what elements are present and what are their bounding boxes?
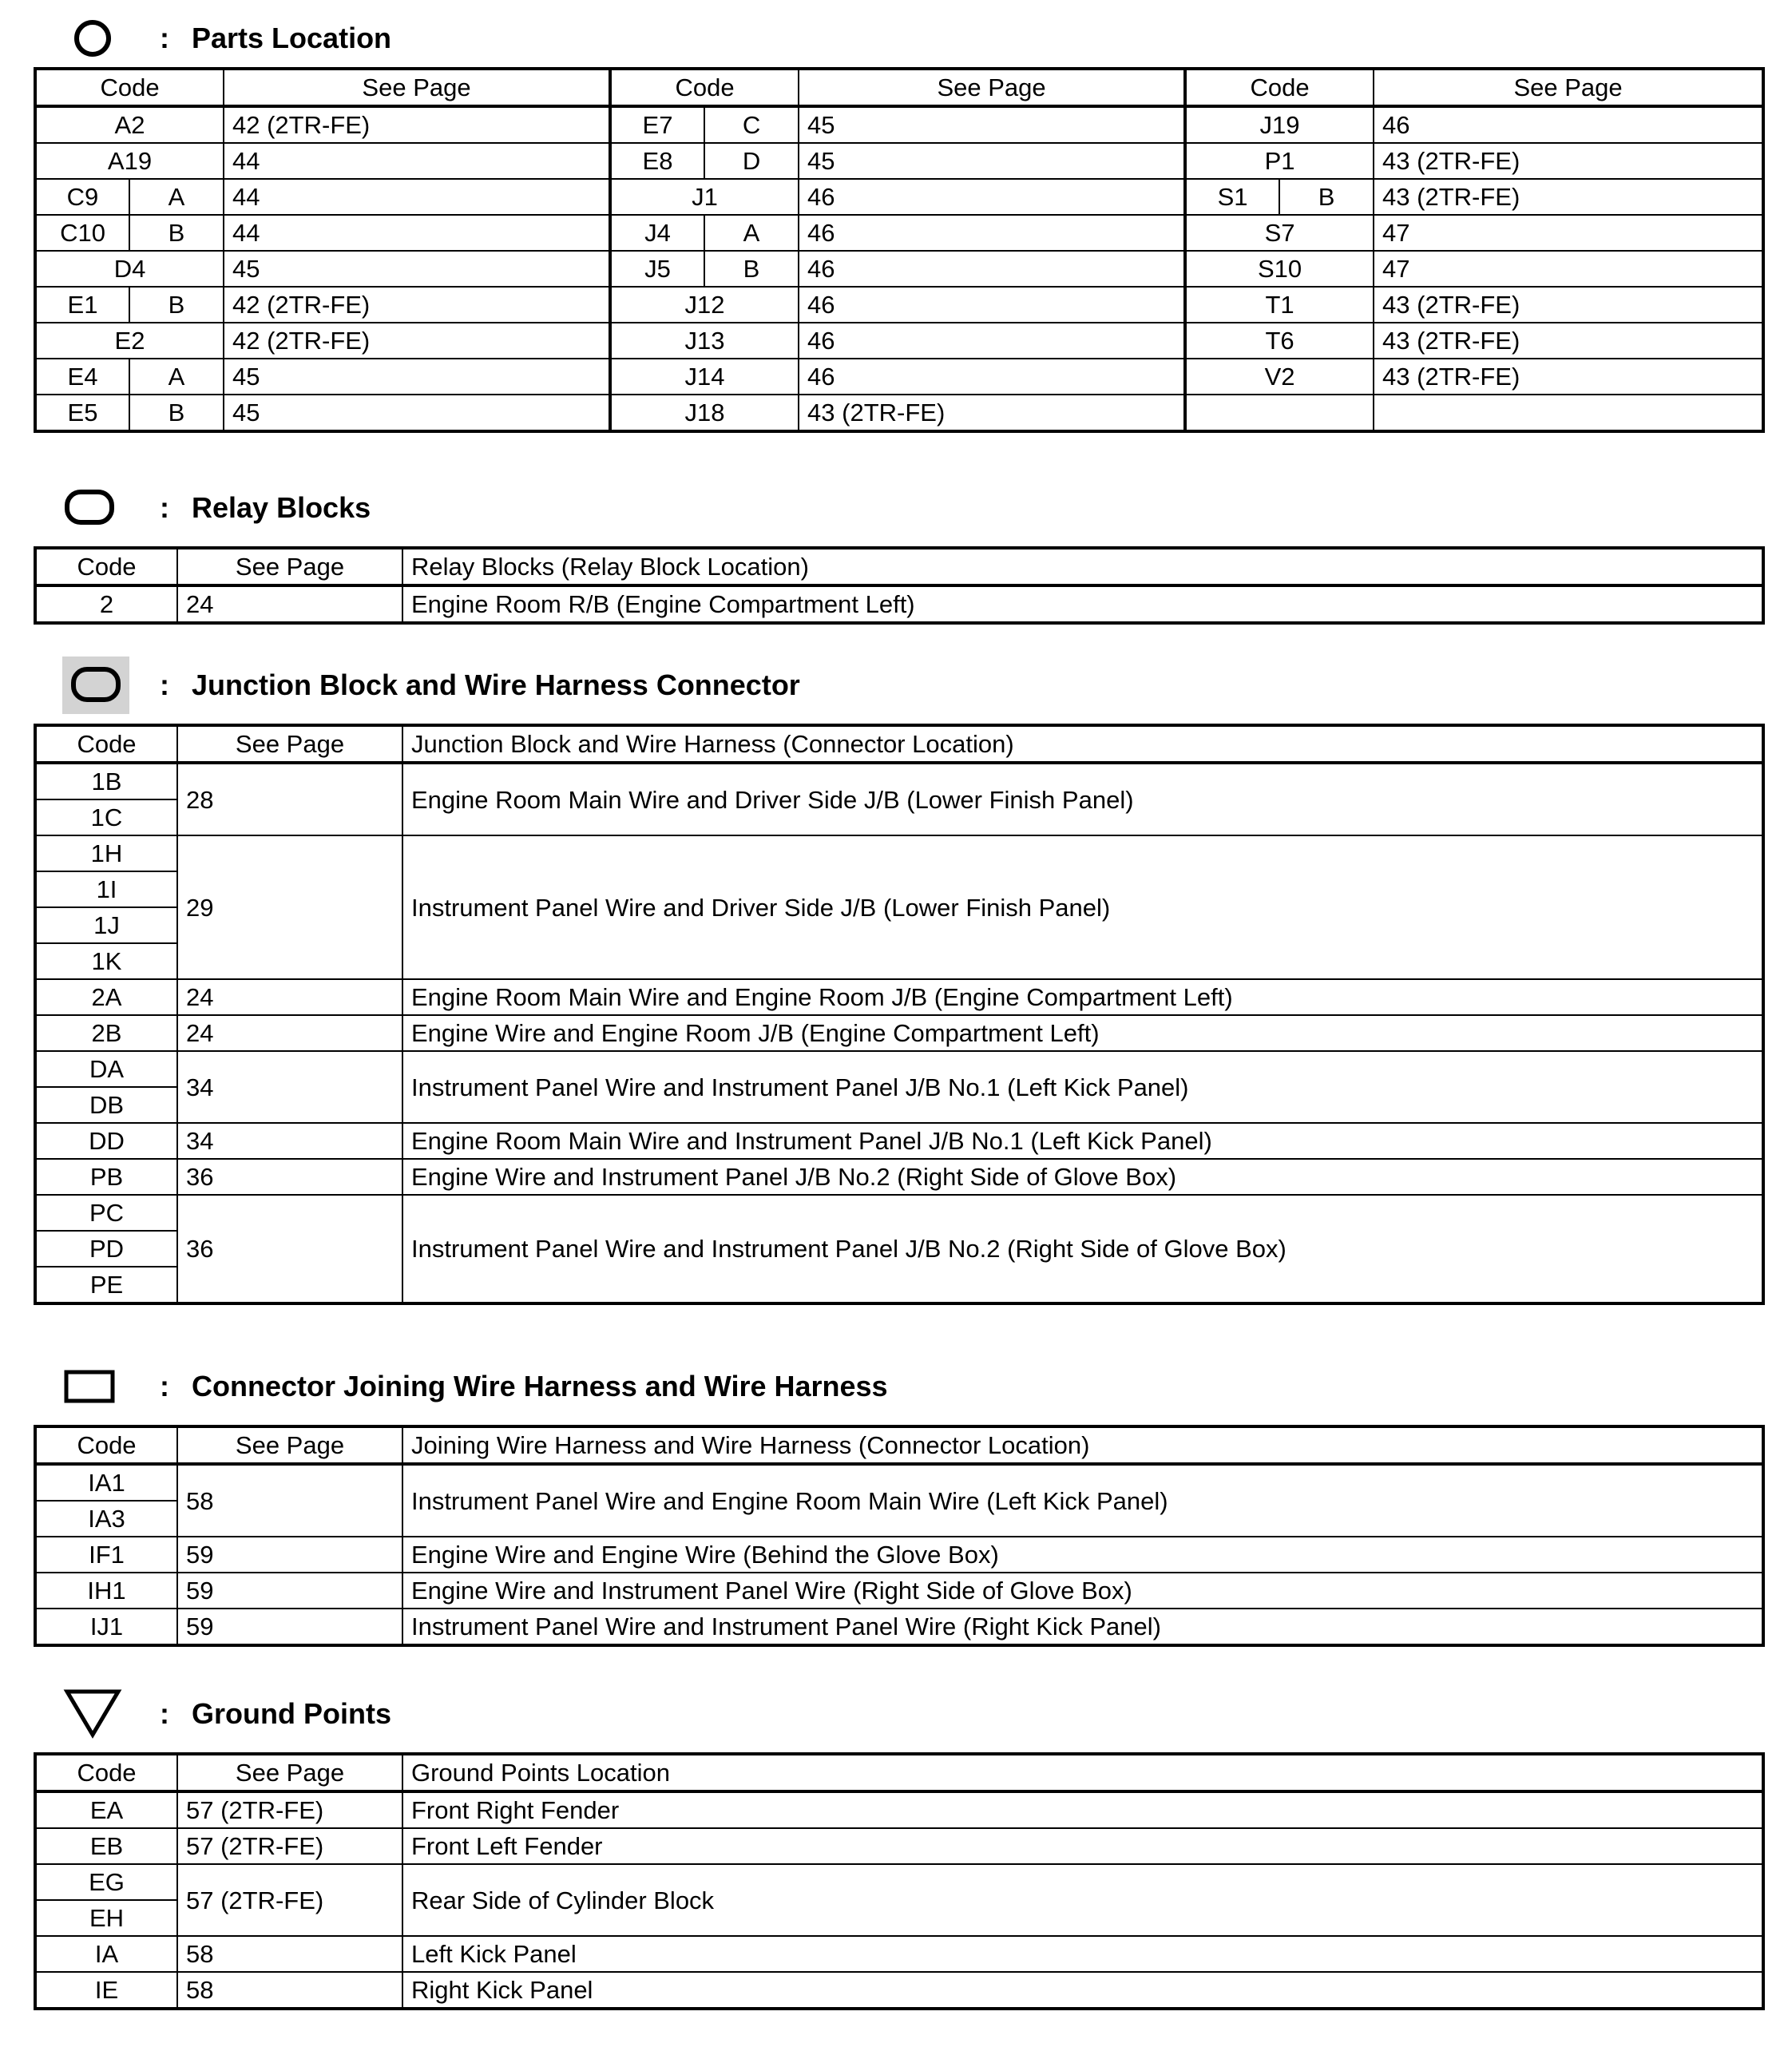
section-title: Ground Points bbox=[192, 1697, 391, 1730]
see-page-cell: 57 (2TR-FE) bbox=[177, 1791, 402, 1828]
header-see-page: See Page bbox=[177, 1426, 402, 1464]
see-page-cell: 29 bbox=[177, 835, 402, 979]
description-cell: Engine Room Main Wire and Engine Room J/B (Engine Compartment Left) bbox=[402, 979, 1763, 1015]
description-cell: Instrument Panel Wire and Engine Room Main Wire (Left Kick Panel) bbox=[402, 1464, 1763, 1537]
see-page-cell: 46 bbox=[1374, 106, 1763, 143]
see-page-cell: 43 (2TR-FE) bbox=[1374, 143, 1763, 179]
see-page-cell: 57 (2TR-FE) bbox=[177, 1864, 402, 1936]
section-title: Parts Location bbox=[192, 22, 392, 54]
description-cell: Right Kick Panel bbox=[402, 1972, 1763, 2009]
table-row bbox=[35, 1791, 1763, 1828]
see-page-cell: 46 bbox=[799, 287, 1185, 323]
code-cell: A2 bbox=[35, 106, 224, 143]
table-row bbox=[35, 585, 1763, 623]
see-page-cell: 46 bbox=[799, 215, 1185, 251]
see-page-cell: 44 bbox=[224, 215, 610, 251]
description-cell: Engine Room Main Wire and Instrument Panel J/B No.1 (Left Kick Panel) bbox=[402, 1123, 1763, 1159]
sub-code-cell: B bbox=[1279, 179, 1374, 215]
table-row bbox=[35, 1573, 1763, 1609]
rectangle-symbol-icon bbox=[62, 1364, 118, 1409]
code-cell: A19 bbox=[35, 143, 224, 179]
code-cell: IJ1 bbox=[35, 1609, 177, 1645]
sub-code-cell: A bbox=[129, 179, 224, 215]
code-cell: 2A bbox=[35, 979, 177, 1015]
code-cell: PD bbox=[35, 1231, 177, 1267]
see-page-cell: 43 (2TR-FE) bbox=[1374, 359, 1763, 395]
sub-code-cell: A bbox=[129, 359, 224, 395]
sub-code-cell: A bbox=[704, 215, 799, 251]
code-cell: IA bbox=[35, 1936, 177, 1972]
see-page-cell: 45 bbox=[224, 395, 610, 431]
table-row bbox=[35, 395, 1763, 431]
see-page-cell: 45 bbox=[799, 143, 1185, 179]
see-page-cell: 42 (2TR-FE) bbox=[224, 106, 610, 143]
description-cell: Instrument Panel Wire and Instrument Panel J/B No.2 (Right Side of Glove Box) bbox=[402, 1195, 1763, 1303]
code-cell: J1 bbox=[610, 179, 799, 215]
heading-colon: : bbox=[160, 22, 169, 54]
code-cell: 1H bbox=[35, 835, 177, 871]
parts-location-table bbox=[34, 67, 1765, 433]
see-page-cell: 58 bbox=[177, 1464, 402, 1537]
table-row bbox=[35, 1159, 1763, 1195]
see-page-cell: 42 (2TR-FE) bbox=[224, 323, 610, 359]
description-cell: Engine Wire and Engine Wire (Behind the Glove Box) bbox=[402, 1537, 1763, 1573]
relay-blocks-heading bbox=[34, 484, 1762, 532]
see-page-cell: 59 bbox=[177, 1573, 402, 1609]
code-cell: J13 bbox=[610, 323, 799, 359]
code-cell: J4 bbox=[610, 215, 704, 251]
code-cell: 1I bbox=[35, 871, 177, 907]
code-cell: 2 bbox=[35, 585, 177, 623]
code-cell: S7 bbox=[1185, 215, 1374, 251]
code-cell: E5 bbox=[35, 395, 129, 431]
junction-blocks-heading bbox=[34, 661, 1762, 709]
joining-connectors-heading bbox=[34, 1363, 1762, 1410]
code-cell: E8 bbox=[610, 143, 704, 179]
header-description: Relay Blocks (Relay Block Location) bbox=[402, 548, 1763, 585]
joining-connectors-table bbox=[34, 1425, 1765, 1647]
code-cell: 1B bbox=[35, 763, 177, 799]
table-header-row bbox=[35, 69, 1763, 106]
see-page-cell: 34 bbox=[177, 1051, 402, 1123]
table-row bbox=[35, 979, 1763, 1015]
table-row bbox=[35, 1609, 1763, 1645]
description-cell: Rear Side of Cylinder Block bbox=[402, 1864, 1763, 1936]
header-code: Code bbox=[610, 69, 799, 106]
code-cell: IF1 bbox=[35, 1537, 177, 1573]
header-code: Code bbox=[1185, 69, 1374, 106]
code-cell: C10 bbox=[35, 215, 129, 251]
heading-colon: : bbox=[160, 1697, 169, 1730]
code-cell: 1C bbox=[35, 799, 177, 835]
section-title: Junction Block and Wire Harness Connector bbox=[192, 668, 800, 701]
circle-symbol-icon bbox=[70, 16, 115, 61]
see-page-cell: 45 bbox=[224, 251, 610, 287]
description-cell: Engine Wire and Instrument Panel J/B No.2 (Right Side of Glove Box) bbox=[402, 1159, 1763, 1195]
header-code: Code bbox=[35, 1754, 177, 1791]
code-cell: IE bbox=[35, 1972, 177, 2009]
table-row bbox=[35, 1972, 1763, 2009]
code-cell: J5 bbox=[610, 251, 704, 287]
table-row bbox=[35, 323, 1763, 359]
see-page-cell: 28 bbox=[177, 763, 402, 835]
code-cell: P1 bbox=[1185, 143, 1374, 179]
code-cell: EB bbox=[35, 1828, 177, 1864]
code-cell: J14 bbox=[610, 359, 799, 395]
see-page-cell: 59 bbox=[177, 1609, 402, 1645]
ground-points-table bbox=[34, 1752, 1765, 2010]
code-cell: PC bbox=[35, 1195, 177, 1231]
rounded-rect-symbol-icon bbox=[62, 486, 118, 530]
header-see-page: See Page bbox=[1374, 69, 1763, 106]
table-row bbox=[35, 179, 1763, 215]
parts-location-heading bbox=[34, 14, 1762, 62]
code-cell: DD bbox=[35, 1123, 177, 1159]
header-description: Junction Block and Wire Harness (Connector Location) bbox=[402, 725, 1763, 763]
table-row bbox=[35, 1015, 1763, 1051]
code-cell: IA3 bbox=[35, 1501, 177, 1537]
table-row bbox=[35, 1828, 1763, 1864]
table-row bbox=[35, 287, 1763, 323]
junction-blocks-table bbox=[34, 724, 1765, 1305]
table-row bbox=[35, 1936, 1763, 1972]
header-see-page: See Page bbox=[799, 69, 1185, 106]
description-cell: Front Left Fender bbox=[402, 1828, 1763, 1864]
code-cell: E4 bbox=[35, 359, 129, 395]
table-row bbox=[35, 835, 1763, 871]
see-page-cell: 59 bbox=[177, 1537, 402, 1573]
code-cell: J12 bbox=[610, 287, 799, 323]
section-title: Relay Blocks bbox=[192, 491, 371, 524]
header-code: Code bbox=[35, 725, 177, 763]
code-cell: EG bbox=[35, 1864, 177, 1900]
code-cell bbox=[1185, 395, 1374, 431]
code-cell: J19 bbox=[1185, 106, 1374, 143]
heading-colon: : bbox=[160, 668, 169, 701]
code-cell: 2B bbox=[35, 1015, 177, 1051]
code-cell: PE bbox=[35, 1267, 177, 1303]
code-cell: J18 bbox=[610, 395, 799, 431]
see-page-cell: 36 bbox=[177, 1195, 402, 1303]
see-page-cell: 57 (2TR-FE) bbox=[177, 1828, 402, 1864]
see-page-cell: 43 (2TR-FE) bbox=[799, 395, 1185, 431]
table-header-row bbox=[35, 725, 1763, 763]
see-page-cell: 58 bbox=[177, 1936, 402, 1972]
see-page-cell: 24 bbox=[177, 585, 402, 623]
description-cell: Engine Room Main Wire and Driver Side J/B (Lower Finish Panel) bbox=[402, 763, 1763, 835]
code-cell: DA bbox=[35, 1051, 177, 1087]
description-cell: Engine Room R/B (Engine Compartment Left) bbox=[402, 585, 1763, 623]
table-row bbox=[35, 215, 1763, 251]
section-title: Connector Joining Wire Harness and Wire Harness bbox=[192, 1370, 888, 1402]
table-row bbox=[35, 1864, 1763, 1900]
relay-blocks-table bbox=[34, 546, 1765, 625]
see-page-cell: 43 (2TR-FE) bbox=[1374, 179, 1763, 215]
description-cell: Engine Wire and Instrument Panel Wire (Right Side of Glove Box) bbox=[402, 1573, 1763, 1609]
see-page-cell: 46 bbox=[799, 359, 1185, 395]
triangle-symbol-icon bbox=[62, 1687, 123, 1740]
see-page-cell: 44 bbox=[224, 143, 610, 179]
table-header-row bbox=[35, 1754, 1763, 1791]
header-code: Code bbox=[35, 69, 224, 106]
see-page-cell: 58 bbox=[177, 1972, 402, 2009]
code-cell: E2 bbox=[35, 323, 224, 359]
see-page-cell: 44 bbox=[224, 179, 610, 215]
code-cell: T6 bbox=[1185, 323, 1374, 359]
see-page-cell: 43 (2TR-FE) bbox=[1374, 323, 1763, 359]
header-see-page: See Page bbox=[224, 69, 610, 106]
table-row bbox=[35, 1051, 1763, 1087]
see-page-cell: 34 bbox=[177, 1123, 402, 1159]
table-header-row bbox=[35, 1426, 1763, 1464]
see-page-cell bbox=[1374, 395, 1763, 431]
see-page-cell: 36 bbox=[177, 1159, 402, 1195]
code-cell: IH1 bbox=[35, 1573, 177, 1609]
table-row bbox=[35, 251, 1763, 287]
sub-code-cell: D bbox=[704, 143, 799, 179]
description-cell: Instrument Panel Wire and Instrument Panel J/B No.1 (Left Kick Panel) bbox=[402, 1051, 1763, 1123]
description-cell: Left Kick Panel bbox=[402, 1936, 1763, 1972]
code-cell: S10 bbox=[1185, 251, 1374, 287]
header-description: Ground Points Location bbox=[402, 1754, 1763, 1791]
table-row bbox=[35, 1123, 1763, 1159]
code-cell: DB bbox=[35, 1087, 177, 1123]
see-page-cell: 42 (2TR-FE) bbox=[224, 287, 610, 323]
heading-colon: : bbox=[160, 491, 169, 524]
sub-code-cell: B bbox=[129, 395, 224, 431]
description-cell: Instrument Panel Wire and Instrument Panel Wire (Right Kick Panel) bbox=[402, 1609, 1763, 1645]
code-cell: C9 bbox=[35, 179, 129, 215]
rounded-rect-shaded-symbol-icon bbox=[69, 663, 125, 708]
see-page-cell: 45 bbox=[799, 106, 1185, 143]
code-cell: PB bbox=[35, 1159, 177, 1195]
description-cell: Engine Wire and Engine Room J/B (Engine Compartment Left) bbox=[402, 1015, 1763, 1051]
sub-code-cell: B bbox=[704, 251, 799, 287]
see-page-cell: 24 bbox=[177, 1015, 402, 1051]
header-see-page: See Page bbox=[177, 1754, 402, 1791]
code-cell: E1 bbox=[35, 287, 129, 323]
sub-code-cell: C bbox=[704, 106, 799, 143]
code-cell: EA bbox=[35, 1791, 177, 1828]
description-cell: Front Right Fender bbox=[402, 1791, 1763, 1828]
table-row bbox=[35, 1537, 1763, 1573]
see-page-cell: 46 bbox=[799, 179, 1185, 215]
ground-points-heading bbox=[34, 1690, 1762, 1738]
table-row bbox=[35, 143, 1763, 179]
code-cell: V2 bbox=[1185, 359, 1374, 395]
table-row bbox=[35, 1464, 1763, 1501]
description-cell: Instrument Panel Wire and Driver Side J/B (Lower Finish Panel) bbox=[402, 835, 1763, 979]
table-row bbox=[35, 106, 1763, 143]
code-cell: D4 bbox=[35, 251, 224, 287]
table-row bbox=[35, 1195, 1763, 1231]
see-page-cell: 46 bbox=[799, 251, 1185, 287]
code-cell: T1 bbox=[1185, 287, 1374, 323]
see-page-cell: 43 (2TR-FE) bbox=[1374, 287, 1763, 323]
header-code: Code bbox=[35, 548, 177, 585]
code-cell: 1J bbox=[35, 907, 177, 943]
see-page-cell: 45 bbox=[224, 359, 610, 395]
heading-colon: : bbox=[160, 1370, 169, 1402]
sub-code-cell: B bbox=[129, 287, 224, 323]
table-header-row bbox=[35, 548, 1763, 585]
code-cell: IA1 bbox=[35, 1464, 177, 1501]
see-page-cell: 47 bbox=[1374, 251, 1763, 287]
code-cell: EH bbox=[35, 1900, 177, 1936]
table-row bbox=[35, 763, 1763, 799]
code-cell: 1K bbox=[35, 943, 177, 979]
see-page-cell: 46 bbox=[799, 323, 1185, 359]
see-page-cell: 24 bbox=[177, 979, 402, 1015]
header-description: Joining Wire Harness and Wire Harness (Connector Location) bbox=[402, 1426, 1763, 1464]
header-see-page: See Page bbox=[177, 548, 402, 585]
code-cell: S1 bbox=[1185, 179, 1279, 215]
table-row bbox=[35, 359, 1763, 395]
code-cell: E7 bbox=[610, 106, 704, 143]
see-page-cell: 47 bbox=[1374, 215, 1763, 251]
sub-code-cell: B bbox=[129, 215, 224, 251]
header-see-page: See Page bbox=[177, 725, 402, 763]
header-code: Code bbox=[35, 1426, 177, 1464]
